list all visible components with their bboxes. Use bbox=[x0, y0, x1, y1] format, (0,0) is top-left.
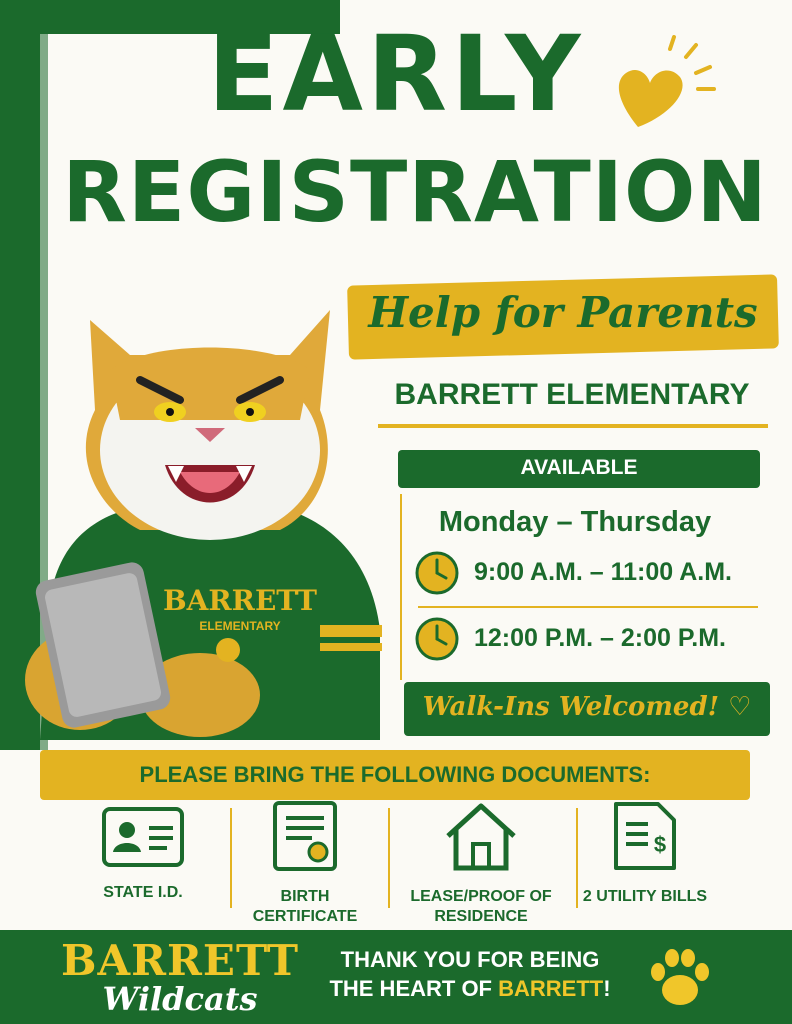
shirt-barrett: BARRETT bbox=[163, 584, 317, 617]
clock-icon bbox=[414, 550, 460, 596]
title-early: EARLY bbox=[207, 13, 585, 135]
document-item bbox=[406, 800, 556, 927]
paw-icon bbox=[216, 638, 240, 662]
wildcat-mascot-illustration bbox=[20, 300, 400, 740]
title-registration: REGISTRATION bbox=[62, 143, 768, 241]
id-card-icon bbox=[101, 806, 185, 868]
footer-message: THANK YOU FOR BEING THE HEART OF BARRETT! bbox=[329, 947, 611, 1001]
documents-header: PLEASE BRING THE FOLLOWING DOCUMENTS: bbox=[139, 762, 651, 787]
document-label: BIRTH CERTIFICATE bbox=[252, 888, 358, 925]
divider bbox=[378, 424, 768, 428]
svg-text:$: $ bbox=[653, 832, 667, 857]
document-label: LEASE/PROOF OF RESIDENCE bbox=[410, 888, 552, 925]
divider bbox=[418, 606, 758, 608]
heart-icon: ♡ bbox=[728, 692, 752, 722]
footer-brand-sub: Wildcats bbox=[102, 980, 258, 1018]
time-slot: 9:00 A.M. – 11:00 A.M. bbox=[474, 558, 732, 586]
certificate-icon bbox=[272, 800, 338, 872]
divider bbox=[388, 808, 390, 908]
available-days: Monday – Thursday bbox=[438, 506, 712, 538]
subtitle: Help for Parents bbox=[368, 288, 758, 337]
available-label: AVAILABLE bbox=[520, 456, 638, 479]
document-item bbox=[570, 800, 720, 907]
heart-icon bbox=[610, 35, 720, 145]
paw-icon bbox=[640, 942, 720, 1014]
walkins-label: Walk-Ins Welcomed! ♡ bbox=[422, 692, 752, 722]
school-name: BARRETT ELEMENTARY bbox=[394, 378, 750, 411]
bill-icon bbox=[612, 800, 678, 872]
document-label: STATE I.D. bbox=[103, 884, 183, 901]
clock-icon bbox=[414, 616, 460, 662]
footer-brand: BARRETT bbox=[61, 936, 299, 985]
document-label: 2 UTILITY BILLS bbox=[582, 888, 708, 905]
document-item bbox=[230, 800, 380, 927]
time-slot: 12:00 P.M. – 2:00 P.M. bbox=[474, 624, 727, 652]
house-icon bbox=[442, 800, 520, 872]
divider bbox=[400, 494, 402, 680]
document-item bbox=[68, 806, 218, 903]
shirt-elementary: ELEMENTARY bbox=[199, 619, 281, 633]
